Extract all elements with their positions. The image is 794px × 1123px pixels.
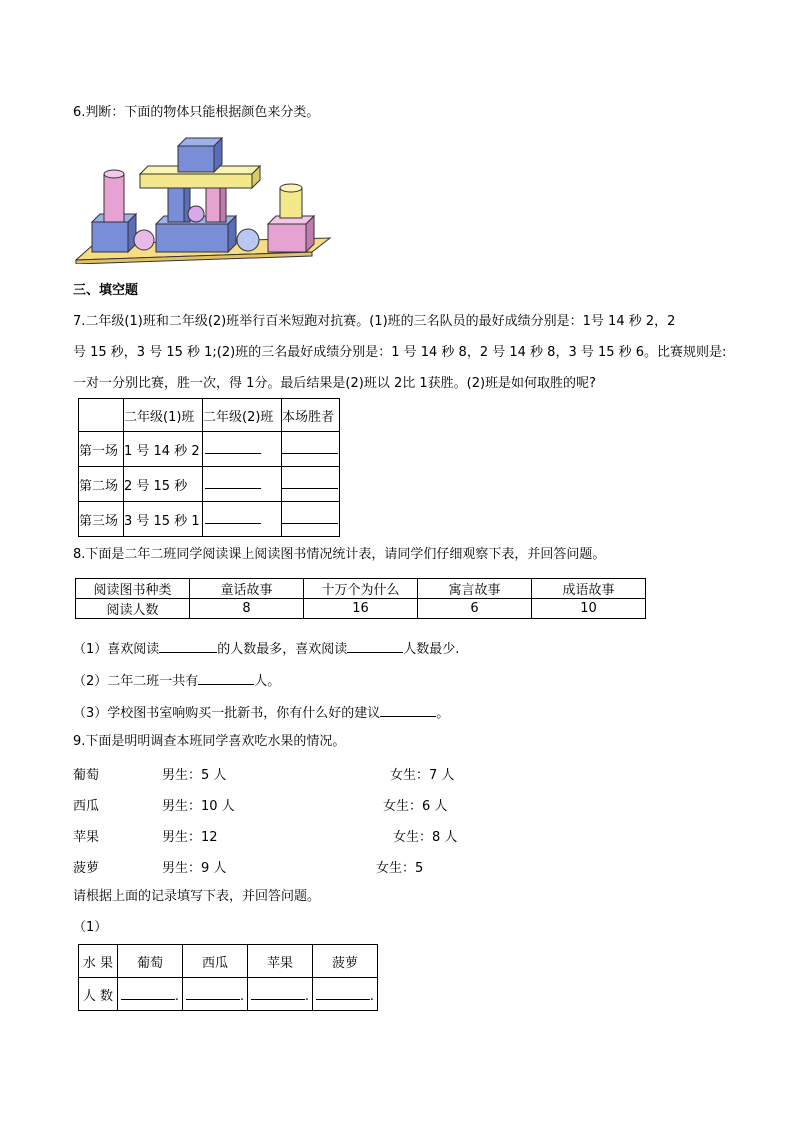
- answer-blank[interactable]: [203, 467, 282, 502]
- reading-stats-table: [75, 578, 646, 619]
- answer-blank[interactable]: [282, 432, 340, 467]
- answer-blank[interactable]: [248, 978, 313, 1011]
- question-6-text: 6.判断：下面的物体只能根据颜色来分类。: [73, 105, 320, 120]
- table-cell: 成语故事: [532, 579, 646, 599]
- answer-blank[interactable]: [159, 638, 217, 653]
- sub-3-text-a: （3）学校图书室响购买一批新书，你有什么好的建议: [73, 706, 381, 721]
- dot: .: [369, 988, 375, 1004]
- question-7-line-3: 一对一分别比赛，胜一次，得 1分。最后结果是(2)班以 2比 1获胜。(2)班是如何取胜的呢?: [73, 376, 596, 391]
- question-7-line-1: 7.二年级(1)班和二年级(2)班举行百米短跑对抗赛。(1)班的三名队员的最好成绩分别是：1号 14 秒 2，2: [73, 314, 676, 329]
- table-row: [79, 502, 340, 537]
- table-cell: 阅读图书种类: [76, 579, 190, 599]
- table-cell: 6: [418, 599, 532, 619]
- answer-blank[interactable]: [380, 702, 436, 717]
- answer-blank[interactable]: [282, 502, 340, 537]
- answer-blank[interactable]: [203, 502, 282, 537]
- dot: .: [239, 988, 245, 1004]
- fruit-name: 西瓜: [73, 799, 100, 814]
- question-7-line-2: 号 15 秒，3 号 15 秒 1;(2)班的三名最好成绩分别是：1 号 14 秒 8，2 号 14 秒 8，3 号 15 秒 6。比赛规则是:: [73, 345, 727, 360]
- boys-count: 男生：12: [162, 830, 218, 845]
- sub-1-text-b: 的人数最多，喜欢阅读: [217, 642, 348, 657]
- sub-2-text-a: （2）二年二班一共有: [73, 674, 199, 689]
- fruit-name: 苹果: [73, 830, 100, 845]
- answer-blank[interactable]: [198, 670, 254, 685]
- boys-count: 男生：5 人: [162, 768, 227, 783]
- race-results-table: [78, 398, 340, 537]
- question-8-sub-1: [73, 638, 459, 659]
- table-cell: 寓言故事: [418, 579, 532, 599]
- sub-1-text-a: （1）喜欢阅读: [73, 642, 160, 657]
- sub-2-text-b: 人。: [254, 674, 281, 689]
- sub-1-text-c: 人数最少.: [403, 642, 460, 657]
- boys-count: 男生：9 人: [162, 861, 227, 876]
- table-row: [79, 978, 378, 1011]
- table-cell: 童话故事: [190, 579, 304, 599]
- question-8-intro: 8.下面是二年二班同学阅读课上阅读图书情况统计表，请同学们仔细观察下表，并回答问题。: [73, 547, 606, 562]
- fruit-count-table: [78, 944, 378, 1011]
- answer-blank[interactable]: [347, 638, 403, 653]
- table-cell: 10: [532, 599, 646, 619]
- table-header-row: [79, 399, 340, 432]
- answer-blank[interactable]: [118, 978, 183, 1011]
- table-header-cell: 水 果: [79, 945, 118, 978]
- table-header-cell: 西瓜: [183, 945, 248, 978]
- table-row: [79, 432, 340, 467]
- question-9-intro: 9.下面是明明调查本班同学喜欢吃水果的情况。: [73, 734, 346, 749]
- table-cell: 16: [304, 599, 418, 619]
- question-9-instruction: 请根据上面的记录填写下表，并回答问题。: [73, 889, 321, 904]
- table-header-cell: 二年级(1)班: [124, 399, 203, 432]
- girls-count: 女生：8 人: [393, 830, 458, 845]
- answer-blank[interactable]: [183, 978, 248, 1011]
- table-header-cell: 葡萄: [118, 945, 183, 978]
- answer-blank[interactable]: [282, 467, 340, 502]
- boys-count: 男生：10 人: [162, 799, 235, 814]
- sub-3-text-b: 。: [436, 706, 450, 721]
- answer-blank[interactable]: [313, 978, 378, 1011]
- table-header-cell: 菠萝: [313, 945, 378, 978]
- table-row: [76, 579, 646, 599]
- table-header-cell: 本场胜者: [282, 399, 340, 432]
- question-9-sub-1: （1）: [73, 920, 108, 935]
- class1-result: 1 号 14 秒 2: [124, 432, 203, 467]
- table-header-cell: 苹果: [248, 945, 313, 978]
- table-header-cell: [79, 399, 124, 432]
- table-cell: 十万个为什么: [304, 579, 418, 599]
- table-cell: 阅读人数: [76, 599, 190, 619]
- row-label: 第三场: [79, 502, 124, 537]
- question-8-sub-2: [73, 670, 280, 691]
- table-header-row: [79, 945, 378, 978]
- dot: .: [304, 988, 310, 1004]
- fruit-name: 葡萄: [73, 768, 100, 783]
- blocks-illustration: [72, 134, 334, 264]
- girls-count: 女生：5: [376, 861, 424, 876]
- girls-count: 女生：7 人: [390, 768, 455, 783]
- row-label: 第一场: [79, 432, 124, 467]
- section-title: 三、填空题: [73, 283, 139, 298]
- question-8-sub-3: [73, 702, 449, 723]
- table-row: [76, 599, 646, 619]
- class1-result: 2 号 15 秒: [124, 467, 203, 502]
- girls-count: 女生：6 人: [383, 799, 448, 814]
- fruit-name: 菠萝: [73, 861, 100, 876]
- class1-result: 3 号 15 秒 1: [124, 502, 203, 537]
- table-header-cell: 二年级(2)班: [203, 399, 282, 432]
- answer-blank[interactable]: [203, 432, 282, 467]
- table-cell: 8: [190, 599, 304, 619]
- dot: .: [174, 988, 180, 1004]
- row-label: 第二场: [79, 467, 124, 502]
- row-label: 人 数: [79, 978, 118, 1011]
- table-row: [79, 467, 340, 502]
